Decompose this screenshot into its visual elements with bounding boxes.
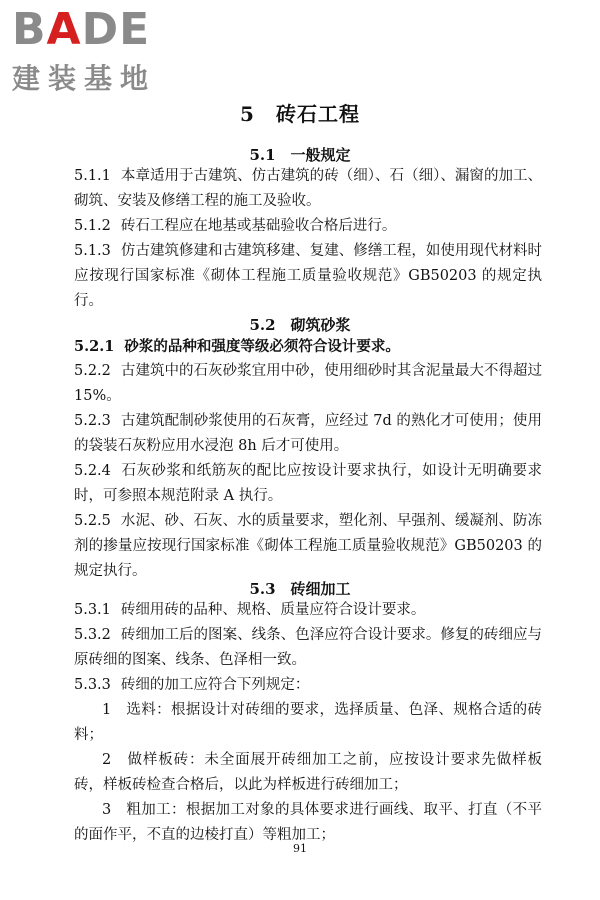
- clause: 5.2.3 古建筑配制砂浆使用的石灰膏，应经过 7d 的熟化才可使用；使用的袋装石灰粉应用水浸泡 8h 后才可使用。: [74, 413, 542, 454]
- clause: 5.1.1 本章适用于古建筑、仿古建筑的砖（细）、石（细）、漏窗的加工、砌筑、安装及修缮工程的施工及验收。: [74, 168, 542, 209]
- clause: 5.2.2 古建筑中的石灰砂浆宜用中砂，使用细砂时其含泥量最大不得超过 15%。: [74, 363, 542, 404]
- clause: 5.2.4 石灰砂浆和纸筋灰的配比应按设计要求执行，如设计无明确要求时，可参照本规范附录 A 执行。: [74, 463, 542, 504]
- clause: 5.1.2 砖石工程应在地基或基础验收合格后进行。: [74, 218, 397, 234]
- logo-wordmark: BADE: [12, 4, 151, 55]
- clause: 5.3.2 砖细加工后的图案、线条、色泽应符合设计要求。修复的砖细应与原砖细的图案、线条、色泽相一致。: [74, 627, 542, 668]
- clause: 5.1.3 仿古建筑修建和古建筑移建、复建、修缮工程，如使用现代材料时应按现行国家标准《砌体工程施工质量验收规范》GB50203 的规定执行。: [74, 243, 542, 309]
- logo: [8, 4, 178, 100]
- section-title: 5.3 砖细加工: [249, 580, 351, 598]
- logo-subtitle: 建装基地: [12, 62, 157, 95]
- page-number: 91: [293, 842, 307, 855]
- section-title: 5.2 砌筑砂浆: [249, 316, 351, 334]
- sub-clause: 3 粗加工：根据加工对象的具体要求进行画线、取平、打直（不平的面作平，不直的边棱打直）等粗加工；: [74, 802, 542, 843]
- clause: 5.2.5 水泥、砂、石灰、水的质量要求，塑化剂、早强剂、缓凝剂、防冻剂的掺量应按现行国家标准《砌体工程施工质量验收规范》GB50203 的规定执行。: [74, 513, 542, 579]
- sub-clause: 2 做样板砖：未全面展开砖细加工之前，应按设计要求先做样板砖，样板砖检查合格后，以此为样板进行砖细加工；: [74, 752, 542, 793]
- section-title: 5.1 一般规定: [249, 146, 351, 164]
- clause: 5.2.1 砂浆的品种和强度等级必须符合设计要求。: [74, 338, 400, 355]
- chapter-title: 5 砖石工程: [240, 102, 360, 126]
- sub-clause: 1 选料：根据设计对砖细的要求，选择质量、色泽、规格合适的砖料；: [74, 702, 542, 743]
- clause: 5.3.1 砖细用砖的品种、规格、质量应符合设计要求。: [74, 602, 426, 618]
- clause: 5.3.3 砖细的加工应符合下列规定：: [74, 677, 310, 693]
